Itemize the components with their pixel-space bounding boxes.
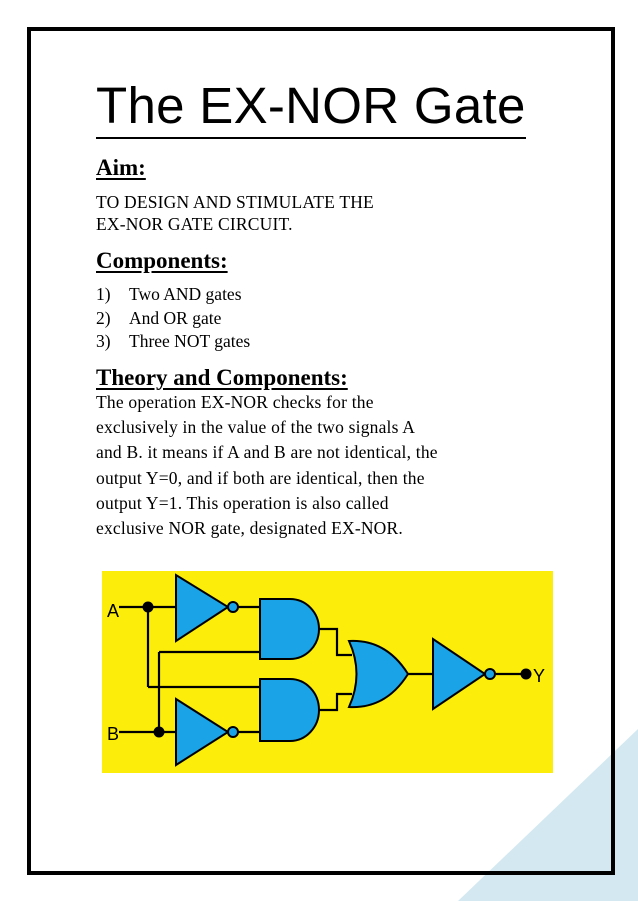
list-item xyxy=(96,283,250,307)
inversion-bubble xyxy=(228,727,238,737)
aim-line: TO DESIGN AND STIMULATE THE xyxy=(96,192,374,212)
page-title: The EX-NOR Gate xyxy=(96,76,526,139)
theory-line: The operation EX-NOR checks for the xyxy=(96,392,374,412)
ex-nor-circuit-diagram xyxy=(102,571,553,773)
theory-heading: Theory and Components: xyxy=(96,365,348,390)
list-item xyxy=(96,330,250,354)
inversion-bubble xyxy=(485,669,495,679)
theory-text xyxy=(96,390,566,541)
list-item-number: 1) xyxy=(96,284,111,304)
junction-dot xyxy=(154,727,165,738)
aim-heading: Aim: xyxy=(96,155,146,180)
theory-line: output Y=1. This operation is also called xyxy=(96,492,389,513)
theory-line: output Y=0, and if both are identical, then the xyxy=(96,467,425,488)
components-heading: Components: xyxy=(96,248,228,273)
input-a-label: A xyxy=(107,601,120,621)
components-list xyxy=(96,283,250,354)
junction-dot xyxy=(143,602,154,613)
aim-line: EX-NOR GATE CIRCUIT. xyxy=(96,214,293,234)
list-item-number: 3) xyxy=(96,331,111,351)
list-item-text: Two AND gates xyxy=(129,284,242,304)
theory-line: exclusive NOR gate, designated EX-NOR. xyxy=(96,518,403,539)
output-dot xyxy=(521,669,532,680)
list-item xyxy=(96,307,250,331)
inversion-bubble xyxy=(228,602,238,612)
input-b-label: B xyxy=(107,724,120,744)
theory-line: and B. it means if A and B are not identical, the xyxy=(96,442,438,463)
list-item-text: Three NOT gates xyxy=(129,331,251,351)
output-y-label: Y xyxy=(533,666,546,686)
list-item-number: 2) xyxy=(96,307,111,328)
and-gate-1 xyxy=(260,599,319,659)
theory-line: exclusively in the value of the two signals A xyxy=(96,417,416,438)
and-gate-2 xyxy=(260,679,319,741)
list-item-text: And OR gate xyxy=(129,307,222,328)
aim-text xyxy=(96,191,516,235)
